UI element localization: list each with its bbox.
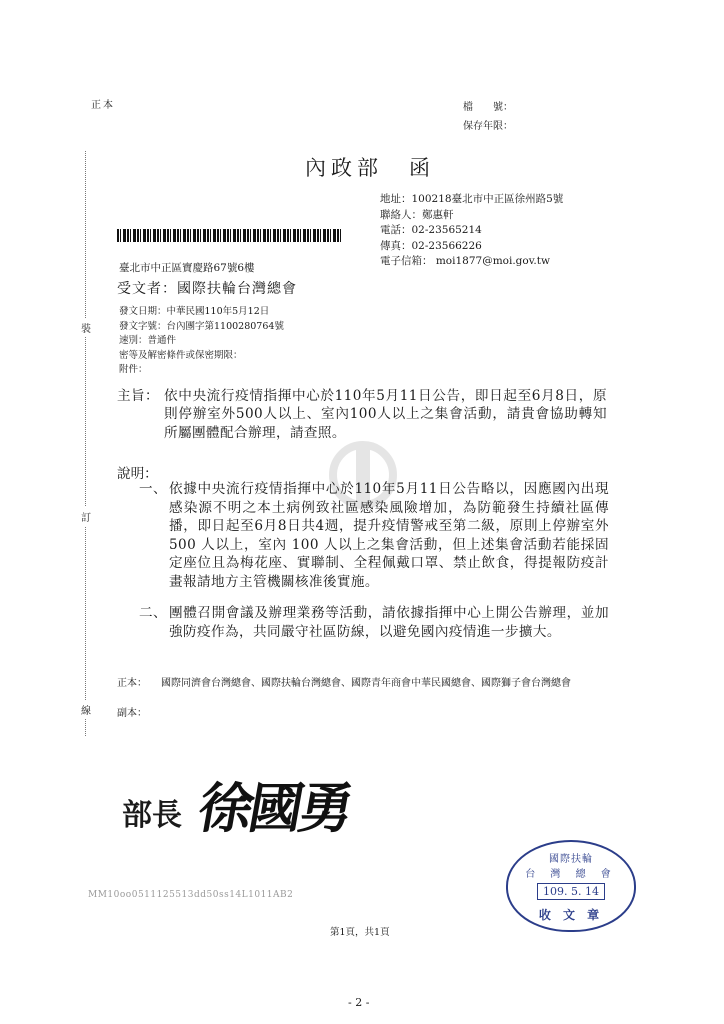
footer-page-number: - 2 - — [348, 996, 370, 1009]
stamp-date: 109. 5. 14 — [537, 883, 605, 900]
stamp-line1: 國際扶輪 — [549, 854, 593, 865]
sender-info — [380, 192, 563, 270]
item-number: 二、 — [139, 605, 167, 621]
file-number-label: 檔 號： — [463, 102, 513, 113]
sender-phone: 電話：02-23565214 — [380, 224, 482, 236]
subject — [117, 387, 607, 442]
document-number: 發文字號：台內團字第1100280764號 — [119, 320, 284, 332]
binding-line — [85, 151, 86, 736]
barcode — [117, 229, 343, 242]
issue-date: 發文日期：中華民國110年5月12日 — [119, 306, 270, 317]
subject-label: 主旨： — [117, 388, 159, 404]
explanation-item — [139, 604, 609, 641]
file-info — [463, 98, 513, 136]
sender-address: 地址：100218臺北市中正區徐州路5號 — [380, 193, 564, 205]
page-info: 第1頁，共1頁 — [330, 927, 390, 938]
item-number: 一、 — [139, 481, 167, 497]
document-meta — [119, 305, 284, 378]
stamp-line2: 台 灣 總 會 — [525, 869, 617, 880]
page-title: 內政部 函 — [305, 156, 435, 180]
receipt-stamp — [506, 840, 636, 932]
signature: 徐國勇 — [193, 776, 356, 840]
retention-label: 保存年限： — [463, 121, 513, 132]
binding-mark: 線 — [81, 700, 91, 719]
sender-fax: 傳真：02-23566226 — [380, 239, 482, 252]
sender-contact: 聯絡人：鄭惠軒 — [380, 208, 454, 221]
attachment: 附件： — [119, 364, 148, 375]
binding-mark: 裝 — [81, 318, 91, 337]
distribution-list: 國際同濟會台灣總會、國際扶輪台灣總會、國際青年商會中華民國總會、國際獅子會台灣總會 — [161, 678, 571, 689]
item-text: 依據中央流行疫情指揮中心於110年5月11日公告略以，因應國內出現感染源不明之本土病例致社區感染風險增加，為防範發生持續社區傳播，即日起至6月8日共4週，提升疫情警戒至第二級，原則上停辦室外 500 人以上，室內 100 人以上之集會活動，但上述集會活動若能採固定座位且為梅花座、實聯制、全程佩戴口罩、禁止飲食，得提報防疫計畫報請地方主管機關核准後實施。 — [169, 481, 609, 590]
subject-text: 依中央流行疫情指揮中心於110年5月11日公告，即日起至6月8日，原則停辦室外500人以上、室內100人以上之集會活動，請貴會協助轉知所屬團體配合辦理，請查照。 — [164, 388, 607, 441]
classification: 密等及解密條件或保密期限： — [119, 349, 243, 361]
speed: 速別：普通件 — [119, 335, 177, 346]
recipient-address: 臺北市中正區寶慶路67號6樓 — [119, 262, 255, 274]
binding-mark: 訂 — [81, 507, 91, 526]
sender-email: 電子信箱： moi1877@moi.gov.tw — [380, 255, 550, 267]
copy-label: 正本 — [91, 100, 115, 111]
copy-label-secondary: 副本： — [117, 708, 147, 719]
recipient: 受文者：國際扶輪台灣總會 — [117, 281, 297, 297]
explanation-heading: 說明： — [117, 466, 158, 482]
distribution-label: 正本： — [117, 678, 147, 689]
stamp-line3: 收 文 章 — [538, 908, 604, 922]
explanation-item — [139, 480, 609, 592]
item-text: 團體召開會議及辦理業務等活動，請依據指揮中心上開公告辦理，並加強防疫作為，共同嚴守社區防線，以避免國內疫情進一步擴大。 — [169, 605, 609, 640]
signature-title: 部長 — [122, 798, 182, 833]
document-code: MM10oo0511125513dd50ss14L1011AB2 — [88, 890, 294, 900]
distribution — [117, 676, 612, 691]
